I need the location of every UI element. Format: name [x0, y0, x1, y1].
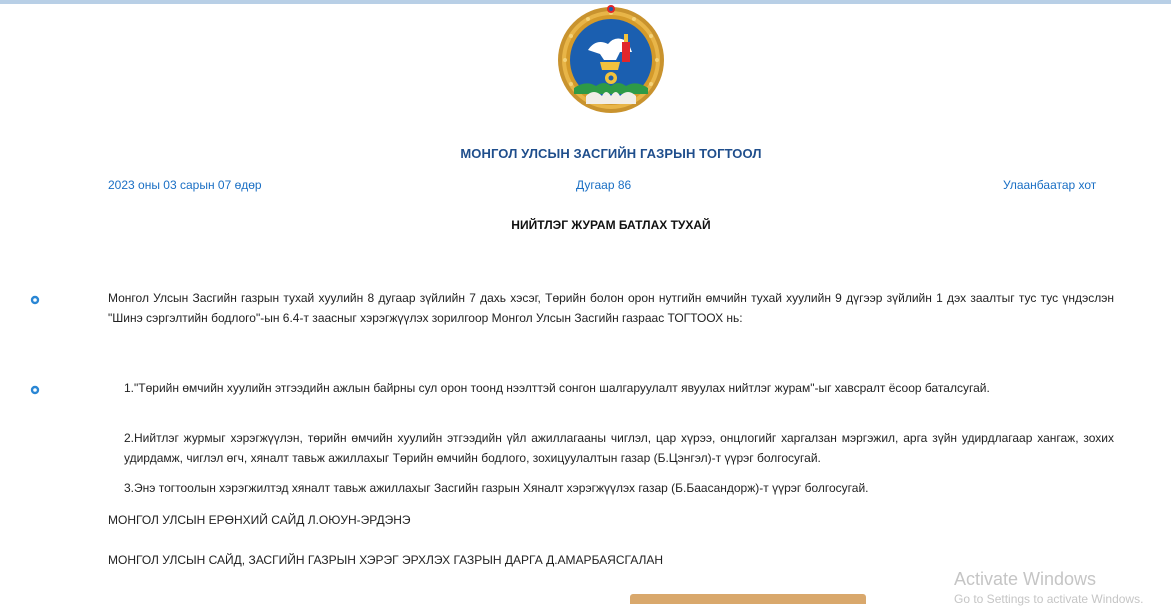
gear-bullet-icon	[30, 292, 40, 302]
document-place: Улаанбаатар хот	[1003, 178, 1097, 192]
signature-minister: МОНГОЛ УЛСЫН САЙД, ЗАСГИЙН ГАЗРЫН ХЭРЭГ ЭРХЛЭХ ГАЗРЫН ДАРГА Д.АМАРБАЯСГАЛАН	[108, 553, 664, 567]
intro-paragraph: Монгол Улсын Засгийн газрын тухай хуулийн 8 дугаар зүйлийн 7 дахь хэсэг, Төрийн болон орон нутгийн өмчийн тухай хуулийн 9 дүгээр зүйлийн 1 дэх заалтыг тус тус үндэслэн "Шинэ сэргэлтийн бодлого"-ын 6.4-т заасныг хэрэгжүүлэх зорилгоор Монгол Улсын Засгийн газраас ТОГТООХ нь:	[108, 291, 1114, 325]
document-title: МОНГОЛ УЛСЫН ЗАСГИЙН ГАЗРЫН ТОГТООЛ	[460, 146, 762, 161]
document-number: Дугаар 86	[576, 178, 632, 192]
download-button[interactable]	[630, 594, 866, 604]
activate-windows-watermark: Activate Windows	[954, 569, 1097, 589]
resolution-item-1: 1."Төрийн өмчийн хуулийн этгээдийн ажлын байрны сул орон тоонд нээлттэй сонгон шалгаруулалт явуулах нийтлэг журам"-ыг хавсралт ёсоор баталсугай.	[124, 381, 990, 395]
document-subtitle: НИЙТЛЭГ ЖУРАМ БАТЛАХ ТУХАЙ	[511, 218, 711, 232]
signature-prime-minister: МОНГОЛ УЛСЫН ЕРӨНХИЙ САЙД Л.ОЮУН-ЭРДЭНЭ	[108, 513, 411, 527]
document-date: 2023 оны 03 сарын 07 өдөр	[108, 178, 262, 192]
resolution-item-3: 3.Энэ тогтоолын хэрэгжилтэд хяналт тавьж ажиллахыг Засгийн газрын Хяналт хэрэгжүүлэх газар (Б.Баасандорж)-т үүрэг болгосугай.	[124, 481, 869, 495]
activate-windows-subtext: Go to Settings to activate Windows.	[954, 592, 1144, 606]
gear-bullet-icon	[30, 382, 40, 392]
resolution-item-2: 2.Нийтлэг журмыг хэрэгжүүлэн, төрийн өмчийн хуулийн этгээдийн үйл ажиллагааны чиглэл, цар хүрээ, онцлогийг харгалзан мэргэжил, арга зүйн удирдлагаар хангаж, зохих удирдамж, чиглэл өгч, хяналт тавьж ажиллахыг Төрийн өмчийн бодлого, зохицуулалтын газар (Б.Цэнгэл)-т үүрэг болгосугай.	[124, 431, 1114, 465]
state-emblem-icon	[556, 4, 666, 120]
